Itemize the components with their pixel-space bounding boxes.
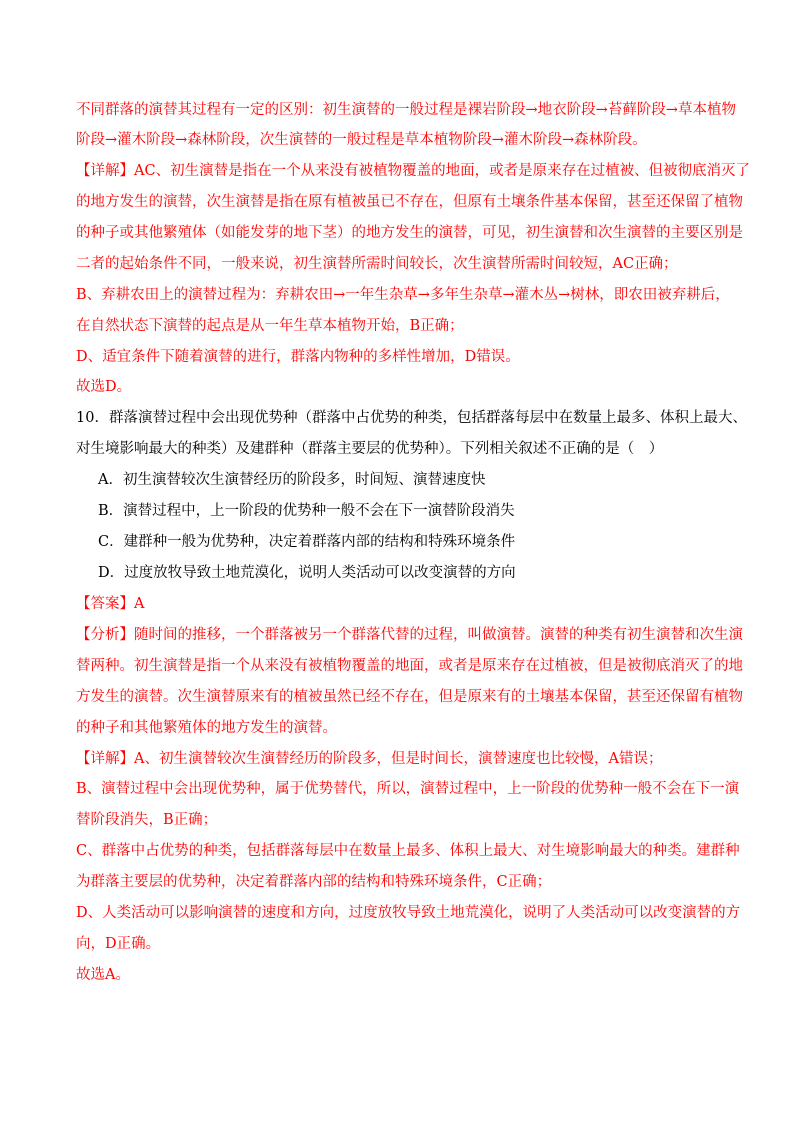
detail2-line-7: 向，D正确。 xyxy=(76,936,161,952)
option-a: A．初生演替较次生演替经历的阶段多，时间短、演替速度快 xyxy=(98,472,486,488)
analysis-line-3: 方发生的演替。次生演替原来有的植被虽然已经不存在，但是原来有的土壤基本保留，甚至还保留有植物 xyxy=(76,689,743,705)
detail2-line-3: 替阶段消失，B正确； xyxy=(76,812,218,828)
answer-choice-line-2: 故选A。 xyxy=(76,967,130,983)
detail-line-3: 的种子或其他繁殖体（如能发芽的地下茎）的地方发生的演替，可见，初生演替和次生演替的主要区别是 xyxy=(76,225,743,241)
answer-choice-line: 故选D。 xyxy=(76,379,132,395)
detail2-line-4: C、群落中占优势的种类，包括群落每层中在数量上最多、体积上最大、对生境影响最大的种类。建群种 xyxy=(76,843,740,859)
explanation-line-2: 阶段→灌木阶段→森林阶段，次生演替的一般过程是草本植物阶段→灌木阶段→森林阶段。 xyxy=(76,132,647,148)
option-c: C．建群种一般为优势种，决定着群落内部的结构和特殊环境条件 xyxy=(98,534,516,550)
analysis-line-2: 替两种。初生演替是指一个从来没有被植物覆盖的地面，或者是原来存在过植被，但是被彻底消灭了的地 xyxy=(76,658,743,674)
detail2-line-2: B、演替过程中会出现优势种，属于优势替代，所以，演替过程中，上一阶段的优势种一般不会在下一演 xyxy=(76,781,740,797)
detail2-line-1: 【详解】A、初生演替较次生演替经历的阶段多，但是时间长，演替速度也比较慢，A错误； xyxy=(76,751,663,767)
detail-line-6: 在自然状态下演替的起点是从一年生草本植物开始，B正确； xyxy=(76,318,464,334)
option-d: D．过度放牧导致土地荒漠化，说明人类活动可以改变演替的方向 xyxy=(98,565,516,581)
answer-label: 【答案】A xyxy=(76,596,145,612)
question-10-line-1: 10．群落演替过程中会出现优势种（群落中占优势的种类，包括群落每层中在数量上最多、体积上最大、 xyxy=(76,410,747,426)
analysis-line-1: 【分析】随时间的推移，一个群落被另一个群落代替的过程，叫做演替。演替的种类有初生演替和次生演 xyxy=(76,627,743,643)
detail-line-7: D、适宜条件下随着演替的进行，群落内物种的多样性增加，D错误。 xyxy=(76,349,520,365)
detail-line-1: 【详解】AC、初生演替是指在一个从来没有被植物覆盖的地面，或者是原来存在过植被、但被彻底消灭了 xyxy=(76,163,751,179)
detail-line-4: 二者的起始条件不同，一般来说，初生演替所需时间较长，次生演替所需时间较短，AC正确； xyxy=(76,256,678,272)
detail2-line-6: D、人类活动可以影响演替的速度和方向，过度放牧导致土地荒漠化，说明了人类活动可以改变演替的方 xyxy=(76,905,741,921)
analysis-line-4: 的种子和其他繁殖体的地方发生的演替。 xyxy=(76,720,337,736)
explanation-line-1: 不同群落的演替其过程有一定的区别：初生演替的一般过程是裸岩阶段→地衣阶段→苔藓阶段→草本植物 xyxy=(76,102,736,118)
detail-line-2: 的地方发生的演替，次生演替是指在原有植被虽已不存在，但原有土壤条件基本保留，甚至还保留了植物 xyxy=(76,194,743,210)
option-b: B．演替过程中，上一阶段的优势种一般不会在下一演替阶段消失 xyxy=(98,503,515,519)
detail2-line-5: 为群落主要层的优势种，决定着群落内部的结构和特殊环境条件，C正确； xyxy=(76,874,552,890)
question-10-line-2: 对生境影响最大的种类）及建群种（群落主要层的优势种）。下列相关叙述不正确的是（ ） xyxy=(76,441,664,457)
detail-line-5: B、弃耕农田上的演替过程为：弃耕农田→一年生杂草→多年生杂草→灌木丛→树林，即农田被弃耕后， xyxy=(76,287,730,303)
